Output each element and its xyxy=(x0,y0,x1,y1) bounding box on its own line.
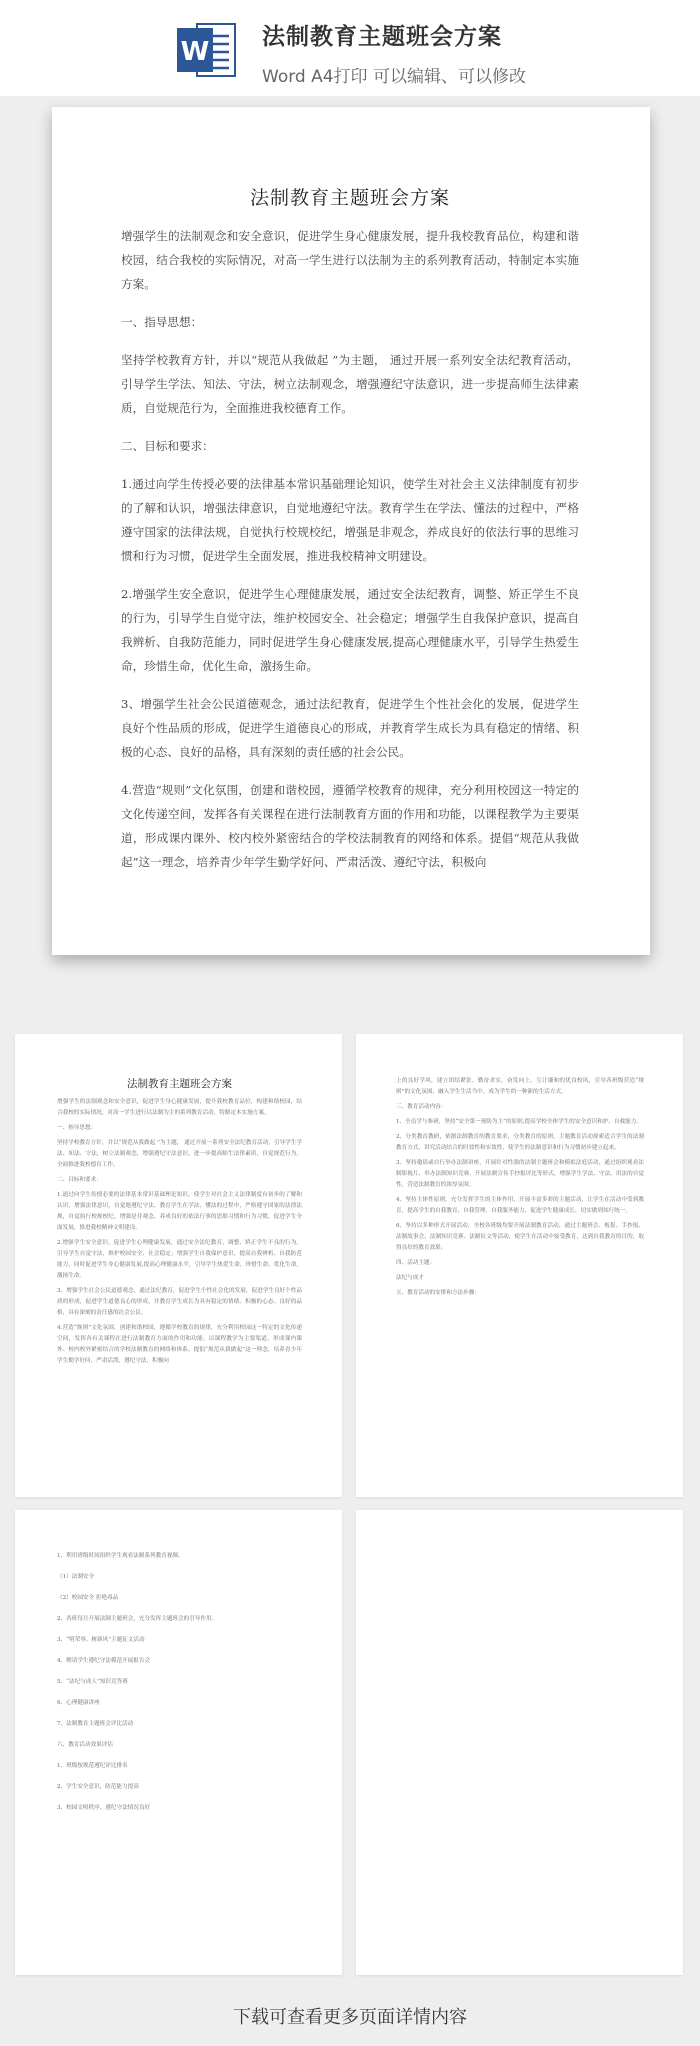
page-thumbnail-2[interactable] xyxy=(356,1034,683,1497)
header-banner xyxy=(0,0,700,96)
thumbnail-line: 1、利用班级时间组织学生观看法制系列教育视频。 xyxy=(57,1553,184,1559)
thumbnail-paragraph: 四、活动主题： xyxy=(396,1260,436,1266)
thumbnail-title: 法制教育主题班会方案 xyxy=(127,1078,232,1090)
thumbnail-line: 3、校园文明秩序、遵纪守法情况良好 xyxy=(57,1805,151,1811)
intro-paragraph: 增强学生的法制观念和安全意识，促进学生身心健康发展，提升我校教育品位，构建和谐校园，结合我校的实际情况，对高一学生进行以法制为主的系列教育活动，特制定本实施方案。 xyxy=(121,229,579,291)
thumbnail-paragraph: 五、教育活动的安排和方法步骤： xyxy=(396,1290,480,1296)
thumbnail-paragraph: 3、增强学生社会公民道德观念，通过法纪教育，促进学生个性社会化的发展，促进学生良好个性品质的形成，促进学生道德良心的形成，并教育学生成长为具有稳定的情绪、积极的心态、良好的品格，具有深刻的责任感的社会公民。 xyxy=(57,1288,302,1316)
document-title: 法制教育主题班会方案 xyxy=(249,187,450,209)
more-pages-prompt[interactable]: 下载可查看更多页面详情内容 xyxy=(233,2007,467,2028)
word-document-icon xyxy=(175,20,237,80)
body-paragraph: 4.营造“规则”文化氛围，创建和谐校园，遵循学校教育的规律，充分利用校园这一特定的文化传递空间，发挥各有关课程在进行法制教育方面的作用和功能，以课程教学为主要渠道，形成课内课外、校内校外紧密结合的学校法制教育的网络和体系。提倡“规范从我做起”这一理念，培养青少年学生勤学好问、严肃活泼、遵纪守法，积极向 xyxy=(121,783,579,869)
section-heading: 一、指导思想： xyxy=(121,315,203,329)
thumbnail-paragraph: 法纪与成才 xyxy=(396,1275,424,1281)
thumbnail-paragraph: 2、分类教育教研，依据法制教育的教育要求，分类教育的原则，主题教育活动探索适合学生的法制教育方式，讲究活动结合的时效性和实效性，使学生的法制意识和行为习惯初步建立起来。 xyxy=(396,1134,644,1151)
thumbnail-line: 4、聘请学生遵纪守法模范开展报告会 xyxy=(57,1658,151,1664)
page-thumbnail-1[interactable] xyxy=(15,1034,342,1497)
thumbnail-line: 7、法制教育主题班会评比活动 xyxy=(57,1721,134,1727)
thumbnail-paragraph: 1、全员学与参研，坚持“安全第一预防为主”的原则,提高学校全体学生的安全意识和护、自救能力。 xyxy=(396,1119,642,1125)
page-thumbnail-4[interactable] xyxy=(356,1510,683,1975)
thumbnail-paragraph: 3、坚持邀请或自行举办法制讲座，开展针对性强的法制主题班会和模拟法庭活动，通过组织观看法制影视片、举办法制知识竞赛、开展法制宣传手抄报评比等形式，增强学生学法、守法、用法的自觉性，营造法制教育的浓厚氛围。 xyxy=(396,1160,644,1188)
thumbnail-line: 3、“明荣辱、树新风”主题征文活动 xyxy=(57,1637,145,1643)
word-icon-letter: W xyxy=(180,37,210,67)
thumbnail-paragraph: 坚持学校教育方针，并以“规范从我做起 ”为主题， 通过开展一系列安全法纪教育活动，引导学生学法、知法、守法，树立法制观念，增强遵纪守法意识，进一步提高师生法律素质，自觉规范行为，全面推进我校德育工作。 xyxy=(57,1140,302,1168)
thumbnail-paragraph: 上的良好学风，建立团结紧张、勤奋求实、奋发向上、互让谦和的优良校风，引导各班级营造“规则”的文化氛围，融入学生生活当中，成为学生的一种新的生活方式。 xyxy=(396,1078,644,1095)
thumbnail-paragraph: 二、目标和要求： xyxy=(57,1177,102,1183)
thumbnail-line: 2、学生安全意识，防范能力提高 xyxy=(57,1784,139,1790)
thumbnail-line: 2、各班每月开展法制主题班会，充分发挥主题班会的引导作用。 xyxy=(57,1616,218,1622)
body-paragraph: 坚持学校教育方针，并以“规范从我做起 ”为主题， 通过开展一系列安全法纪教育活动，引导学生学法、知法、守法，树立法制观念，增强遵纪守法意识，进一步提高师生法律素质，自觉规范行为，全面推进我校德育工作。 xyxy=(121,353,579,415)
thumbnail-line: 6、心理健康讲座 xyxy=(57,1700,100,1706)
thumbnail-paragraph: 4.营造“规则”文化氛围，创建和谐校园，遵循学校教育的规律，充分利用校园这一特定的文化传递空间，发挥各有关课程在进行法制教育方面的作用和功能，以课程教学为主要渠道，形成课内课外、校内校外紧密结合的学校法制教育的网络和体系。提倡“规范从我做起”这一理念，培养青少年学生勤学好问、严肃活泼、遵纪守法，积极向 xyxy=(57,1325,302,1364)
body-paragraph: 2.增强学生安全意识，促进学生心理健康发展，通过安全法纪教育，调整、矫正学生不良的行为，引导学生自觉守法，维护校园安全、社会稳定；增强学生自我保护意识，提高自我辨析、自我防范能力，同时促进学生身心健康发展,提高心理健康水平，引导学生热爱生命，珍惜生命，优化生命，激扬生命。 xyxy=(121,587,579,673)
page-thumbnail-3[interactable] xyxy=(15,1510,342,1975)
thumbnail-paragraph: 1.通过向学生传授必要的法律基本常识基础理论知识，使学生对社会主义法律制度有初步的了解和认识，增强法律意识，自觉地遵纪守法。教育学生在学法、懂法的过程中，严格遵守国家的法律法规，自觉执行校规校纪，增强是非观念，养成良好的依法行事的思维习惯和行为习惯，促进学生全面发展，推进我校精神文明建设。 xyxy=(57,1192,302,1231)
thumbnail-paragraph: 6、坚持以多种形式开展活动，全校各班级均要开展法制教育活动，通过主题班会、板报、手抄报、法制故事会、法制知识竞赛、法制征文等活动，使学生在活动中接受教育，达到自我教育的目的，取得良好的教育效果。 xyxy=(396,1223,644,1251)
thumbnail-paragraph: 2.增强学生安全意识，促进学生心理健康发展，通过安全法纪教育，调整、矫正学生不良的行为，引导学生自觉守法，维护校园安全、社会稳定；增强学生自我保护意识，提高自我辨析、自我防范能力，同时促进学生身心健康发展,提高心理健康水平，引导学生热爱生命，珍惜生命，优化生命，激扬生命。 xyxy=(57,1240,302,1279)
page-content xyxy=(121,183,579,888)
section-heading: 二、目标和要求： xyxy=(121,439,214,453)
thumbnail-line: （2）校园安全 拒绝毒品 xyxy=(57,1595,119,1601)
thumbnail-line: （1）法制安全 xyxy=(57,1574,95,1580)
header-subtitle: Word A4打印 可以编辑、可以修改 xyxy=(262,67,526,87)
thumbnail-paragraph: 一、指导思想： xyxy=(57,1125,97,1131)
thumbnail-line: 1、班级按规范遵纪评比排名 xyxy=(57,1763,128,1769)
thumbnail-line: 5、“法纪与成人”知识竞答赛 xyxy=(57,1679,128,1685)
header-title: 法制教育主题班会方案 xyxy=(262,24,502,50)
body-paragraph: 3、增强学生社会公民道德观念，通过法纪教育，促进学生个性社会化的发展，促进学生良好个性品质的形成，促进学生道德良心的形成，并教育学生成长为具有稳定的情绪、积极的心态、良好的品格，具有深刻的责任感的社会公民。 xyxy=(121,697,579,759)
body-paragraph: 1.通过向学生传授必要的法律基本常识基础理论知识，使学生对社会主义法律制度有初步的了解和认识，增强法律意识，自觉地遵纪守法。教育学生在学法、懂法的过程中，严格遵守国家的法律法规，自觉执行校规校纪，增强是非观念，养成良好的依法行事的思维习惯和行为习惯，促进学生全面发展，推进我校精神文明建设。 xyxy=(121,477,579,563)
thumbnail-line: 六、教育活动效果评估 xyxy=(57,1742,113,1748)
thumbnail-paragraph: 4、坚持主体性原则，充分发挥学生的主体作用，开展丰富多彩的主题活动，让学生在活动中受到教育，提高学生的自我教育、自我管理、自我服务能力，促进学生健康成长，切实做到知行统一。 xyxy=(396,1197,644,1214)
document-page-preview xyxy=(52,107,650,955)
thumbnail-paragraph: 增强学生的法制观念和安全意识，促进学生身心健康发展，提升我校教育品位，构建和谐校园，结合我校的实际情况，对高一学生进行以法制为主的系列教育活动，特制定本实施方案。 xyxy=(57,1099,302,1116)
thumbnail-paragraph: 三、教育活动内容： xyxy=(396,1104,447,1110)
